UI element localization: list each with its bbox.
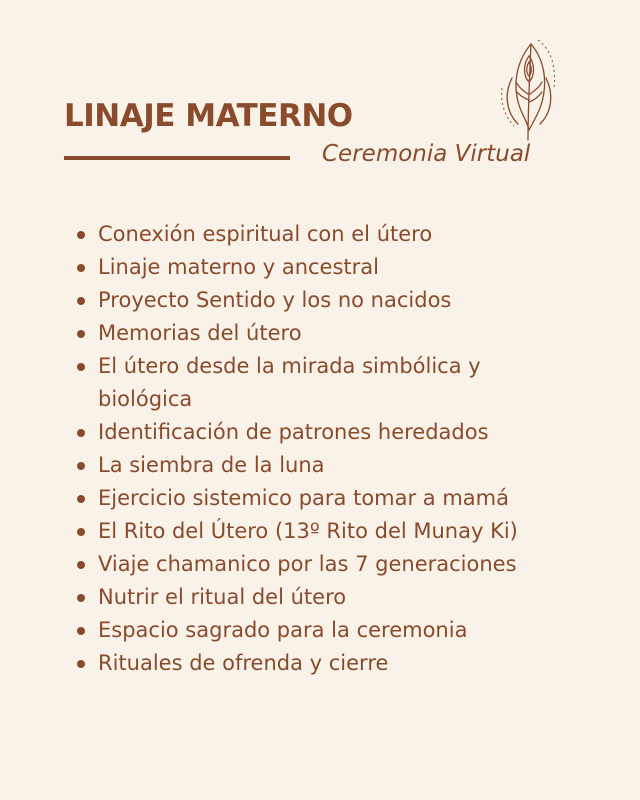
bullet-icon bbox=[77, 462, 85, 470]
list-item-text: Viaje chamanico por las 7 generaciones bbox=[98, 552, 517, 576]
list-item bbox=[98, 317, 598, 350]
subtitle: Ceremonia Virtual bbox=[322, 141, 531, 167]
list-item-text: El Rito del Útero (13º Rito del Munay Ki) bbox=[98, 519, 518, 543]
list-item bbox=[98, 482, 598, 515]
list-item bbox=[98, 251, 598, 284]
list-item-text: Proyecto Sentido y los no nacidos bbox=[98, 288, 452, 312]
list-item bbox=[98, 581, 598, 614]
bullet-icon bbox=[77, 660, 85, 668]
page-title: LINAJE MATERNO bbox=[64, 98, 353, 134]
feather-icon bbox=[498, 38, 560, 142]
title-divider bbox=[64, 156, 290, 160]
list-item-text: La siembra de la luna bbox=[98, 453, 325, 477]
topic-list bbox=[98, 218, 598, 680]
list-item-text: El útero desde la mirada simbólica y bbox=[98, 354, 481, 378]
bullet-icon bbox=[77, 594, 85, 602]
bullet-icon bbox=[77, 495, 85, 503]
bullet-icon bbox=[77, 297, 85, 305]
list-item-text: Conexión espiritual con el útero bbox=[98, 222, 433, 246]
list-item-text: Espacio sagrado para la ceremonia bbox=[98, 618, 468, 642]
list-item-text: Identificación de patrones heredados bbox=[98, 420, 489, 444]
bullet-icon bbox=[77, 231, 85, 239]
list-item-text: Nutrir el ritual del útero bbox=[98, 585, 347, 609]
list-item-text: biológica bbox=[98, 387, 193, 411]
list-item bbox=[98, 647, 598, 680]
list-item bbox=[98, 548, 598, 581]
bullet-icon bbox=[77, 528, 85, 536]
list-item-text: Rituales de ofrenda y cierre bbox=[98, 651, 389, 675]
list-item bbox=[98, 218, 598, 251]
list-item bbox=[98, 284, 598, 317]
bullet-icon bbox=[77, 429, 85, 437]
bullet-icon bbox=[77, 627, 85, 635]
bullet-icon bbox=[77, 363, 85, 371]
list-item-text: Linaje materno y ancestral bbox=[98, 255, 379, 279]
bullet-icon bbox=[77, 264, 85, 272]
list-item-text: Ejercicio sistemico para tomar a mamá bbox=[98, 486, 509, 510]
list-item bbox=[98, 614, 598, 647]
list-item-text: Memorias del útero bbox=[98, 321, 302, 345]
bullet-icon bbox=[77, 330, 85, 338]
bullet-icon bbox=[77, 561, 85, 569]
list-item bbox=[98, 515, 598, 548]
list-item bbox=[98, 449, 598, 482]
list-item bbox=[98, 350, 598, 416]
list-item bbox=[98, 416, 598, 449]
